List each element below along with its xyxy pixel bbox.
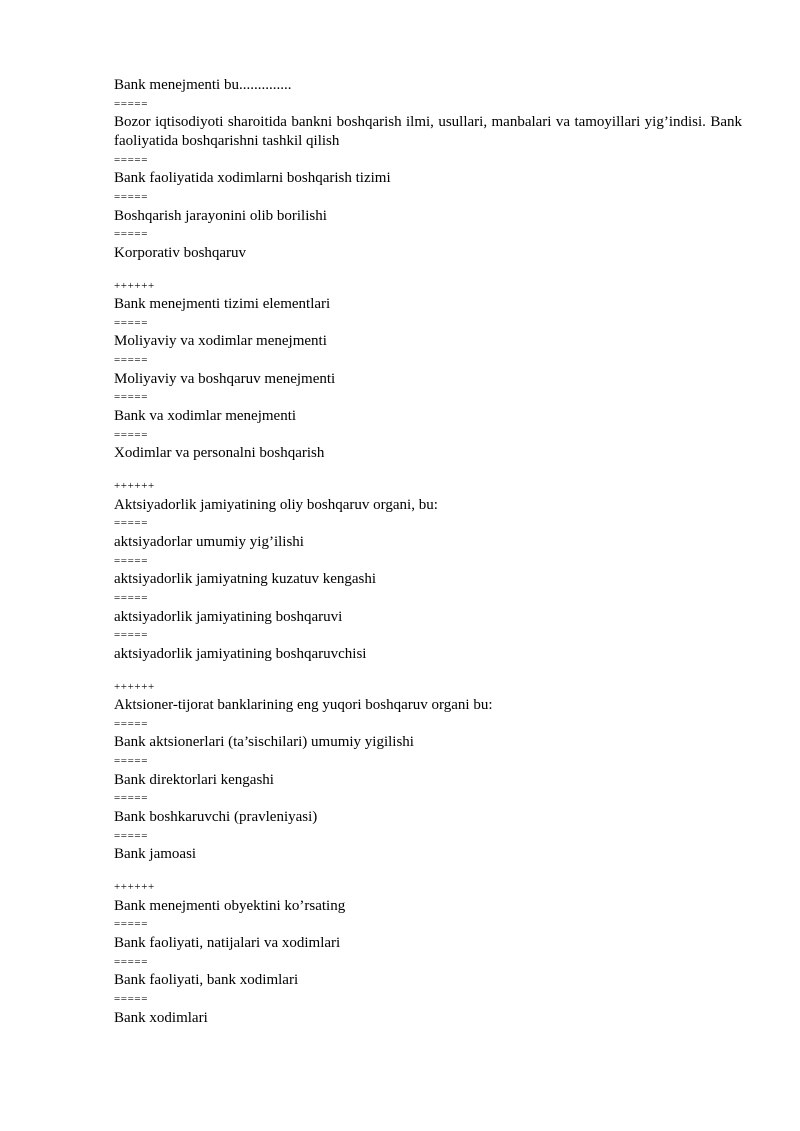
- answer-option: Moliyaviy va boshqaruv menejmenti: [114, 370, 336, 387]
- answer-option: aktsiyadorlik jamiyatining boshqaruvi: [114, 608, 343, 625]
- question-text: Bank menejmenti bu..............: [114, 77, 292, 93]
- question-separator: ++++++: [114, 881, 155, 894]
- question-block: [114, 878, 742, 1027]
- answer-separator: =====: [114, 955, 149, 968]
- answer-separator: =====: [114, 629, 149, 642]
- question-block: [114, 277, 742, 463]
- answer-option: Bank xodimlari: [114, 1009, 208, 1026]
- answer-option: aktsiyadorlik jamiyatning kuzatuv kengashi: [114, 571, 377, 588]
- answer-option: Bank faoliyati, bank xodimlari: [114, 972, 299, 989]
- answer-option: Xodimlar va personalni boshqarish: [114, 445, 325, 462]
- question-block: [114, 76, 746, 263]
- answer-option: Korporativ boshqaruv: [114, 244, 247, 261]
- answer-separator: =====: [114, 829, 149, 842]
- answer-separator: =====: [114, 517, 149, 530]
- question-separator: ++++++: [114, 480, 155, 493]
- answer-separator: =====: [114, 428, 149, 441]
- answer-separator: =====: [114, 354, 149, 367]
- answer-option: Bank faoliyati, natijalari va xodimlari: [114, 934, 341, 951]
- answer-option: Bank jamoasi: [114, 846, 197, 863]
- answer-separator: =====: [114, 717, 149, 730]
- answer-option: Bank boshkaruvchi (pravleniyasi): [114, 809, 318, 826]
- question-separator: ++++++: [114, 279, 155, 292]
- answer-option: Bozor iqtisodiyoti sharoitida bankni boshqarish ilmi, usullari, manbalari va tamoyillari yig’indisi. Bank faoliyatida boshqarishni tashkil qilish: [114, 114, 746, 149]
- answer-option: Bank va xodimlar menejmenti: [114, 408, 297, 425]
- answer-separator: =====: [114, 591, 149, 604]
- question-text: Aktsiyadorlik jamiyatining oliy boshqaruv organi, bu:: [114, 496, 438, 513]
- answer-separator: =====: [114, 228, 149, 241]
- answer-separator: =====: [114, 191, 149, 203]
- question-text: Bank menejmenti tizimi elementlari: [114, 296, 331, 313]
- answer-separator: =====: [114, 918, 149, 931]
- document-content: [114, 76, 746, 1027]
- answer-option: Boshqarish jarayonini olib borilishi: [114, 207, 327, 224]
- answer-option: Bank faoliyatida xodimlarni boshqarish tizimi: [114, 170, 391, 187]
- answer-separator: =====: [114, 391, 149, 404]
- answer-separator: =====: [114, 992, 149, 1005]
- answer-separator: =====: [114, 792, 149, 805]
- answer-option: Moliyaviy va xodimlar menejmenti: [114, 333, 327, 350]
- answer-separator: =====: [114, 316, 149, 329]
- answer-option: aktsiyadorlik jamiyatining boshqaruvchisi: [114, 645, 367, 662]
- question-separator: ++++++: [114, 680, 155, 693]
- answer-option: aktsiyadorlar umumiy yig’ilishi: [114, 533, 304, 550]
- answer-separator: =====: [114, 554, 149, 567]
- question-text: Aktsioner-tijorat banklarining eng yuqori boshqaruv organi bu:: [114, 697, 493, 714]
- answer-separator: =====: [114, 755, 149, 768]
- question-block: [114, 678, 742, 864]
- question-block: [114, 477, 742, 663]
- answer-separator: =====: [114, 97, 149, 110]
- answer-option: Bank direktorlari kengashi: [114, 771, 274, 788]
- answer-option: Bank aktsionerlari (ta’sischilari) umumiy yigilishi: [114, 734, 414, 751]
- answer-separator: =====: [114, 153, 149, 166]
- question-text: Bank menejmenti obyektini ko’rsating: [114, 897, 346, 914]
